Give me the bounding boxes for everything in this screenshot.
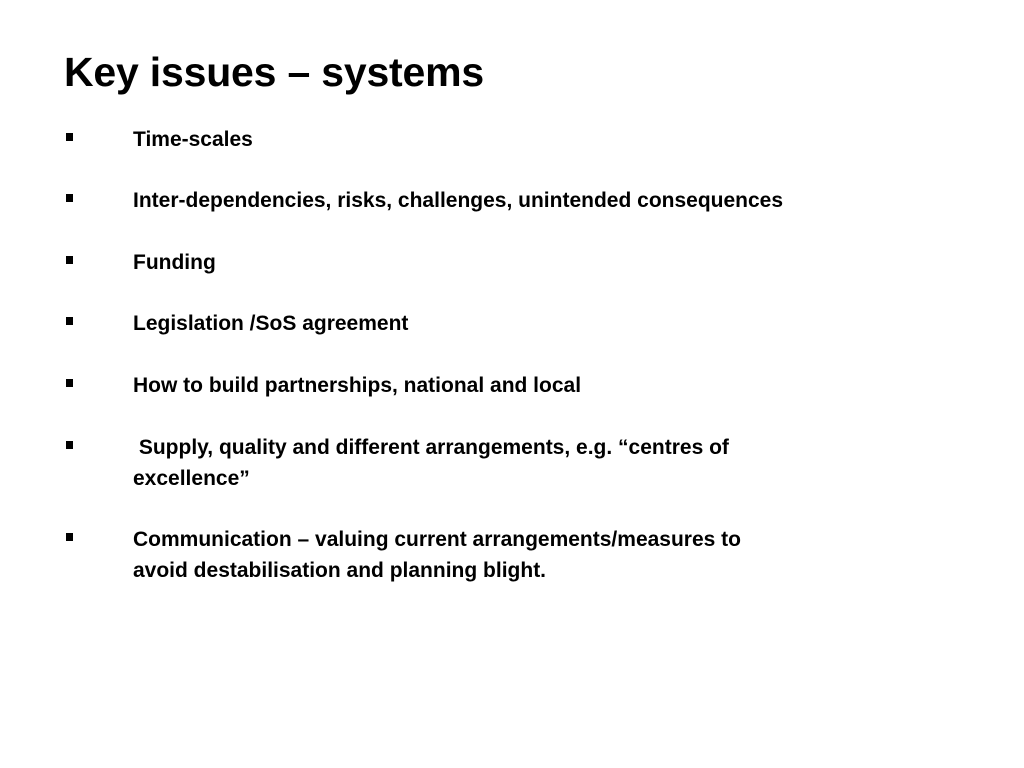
bullet-text: How to build partnerships, national and local [133,374,582,397]
bullet-text: Communication – valuing current arrangements/measures to avoid destabilisation and planning blight. [133,528,741,582]
bullet-text: Funding [133,251,216,274]
bullet-text: Inter-dependencies, risks, challenges, unintended consequences [133,189,784,212]
slide-title: Key issues – systems [64,49,484,95]
square-bullet-icon [66,133,73,141]
square-bullet-icon [66,256,73,264]
square-bullet-icon [66,317,73,325]
bullet-text: Time-scales [133,128,253,151]
bullet-text: Legislation /SoS agreement [133,312,409,335]
square-bullet-icon [66,194,73,202]
bullet-text: Supply, quality and different arrangements, e.g. “centres of excellence” [133,436,729,490]
square-bullet-icon [66,379,73,387]
square-bullet-icon [66,441,73,449]
square-bullet-icon [66,533,73,541]
